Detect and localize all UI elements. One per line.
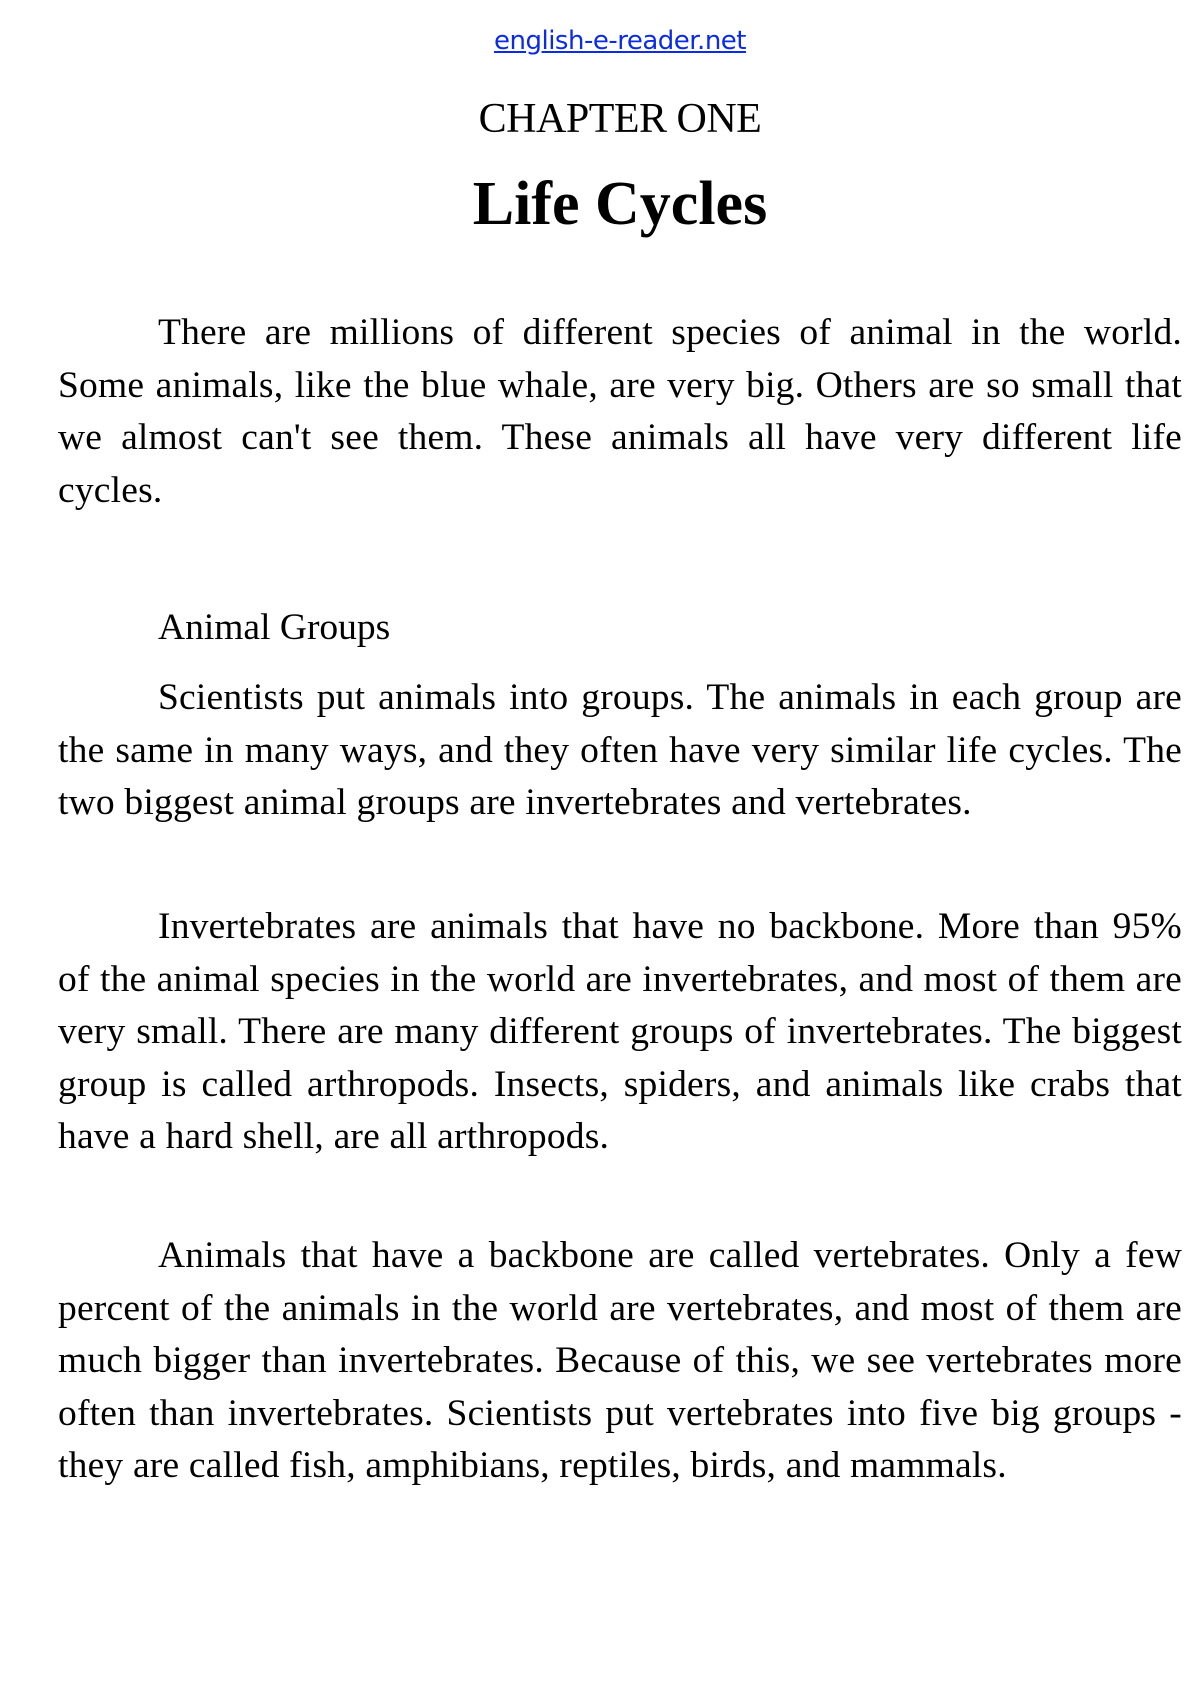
site-link[interactable]: english-e-reader.net [494,26,746,56]
chapter-label: CHAPTER ONE [478,96,762,142]
intro-section [58,307,1182,517]
intro-paragraph: There are millions of different species of animal in the world. Some animals, like the blue whale, are very big. Others are so small that we almost can't see them. These animals all have very different life cycles. [58,312,1182,511]
book-page [58,0,1182,1702]
vertebrates-section [58,1230,1182,1493]
groups-section [58,672,1182,830]
invertebrates-section [58,901,1182,1164]
invertebrates-paragraph: Invertebrates are animals that have no backbone. More than 95% of the animal species in the world are invertebrates, and most of them are very small. There are many different groups of invertebrates. The biggest group is called arthropods. Insects, spiders, and animals like crabs that have a hard shell, are all arthropods. [58,906,1182,1157]
chapter-title: Life Cycles [472,170,768,238]
animal-groups-section [58,602,1182,655]
vertebrates-paragraph: Animals that have a backbone are called vertebrates. Only a few percent of the animals in the world are vertebrates, and most of them are much bigger than invertebrates. Because of this, we see vertebrates more often than invertebrates. Scientists put vertebrates into five big groups - they are called fish, amphibians, reptiles, birds, and mammals. [58,1235,1182,1486]
section-heading: Animal Groups [158,607,391,648]
groups-paragraph: Scientists put animals into groups. The animals in each group are the same in many ways, and they often have very similar life cycles. The two biggest animal groups are invertebrates and vertebrates. [58,677,1182,823]
